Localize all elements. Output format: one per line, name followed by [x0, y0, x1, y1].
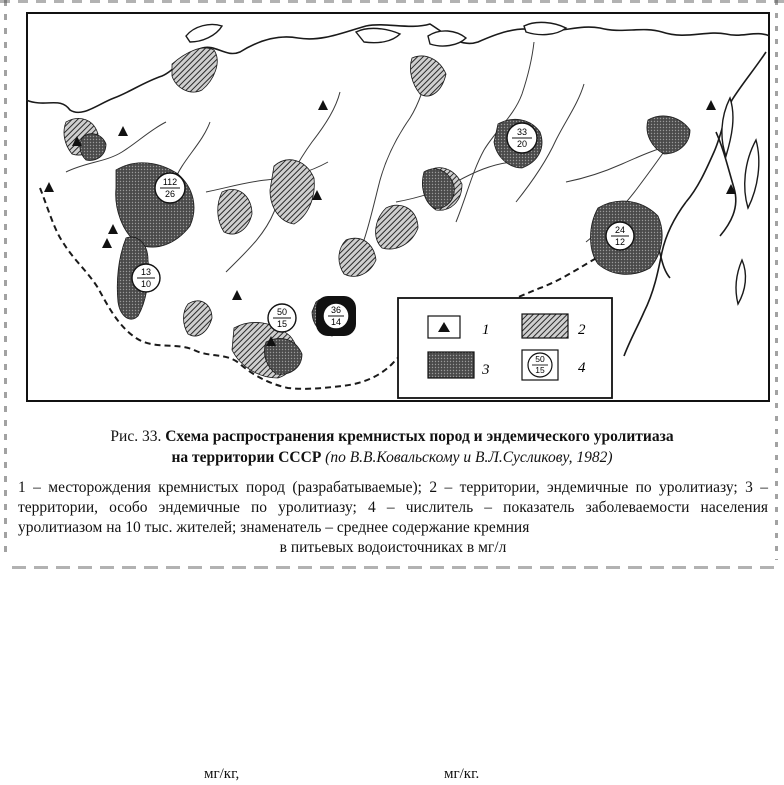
legend-key: 3 — [482, 362, 490, 378]
scan-edge-left — [4, 0, 7, 560]
station-marker — [507, 123, 537, 153]
station-numerator: 13 — [140, 267, 152, 277]
scan-edge-right — [775, 0, 778, 560]
station-denominator: 26 — [164, 189, 176, 199]
legend-key: 4 — [578, 360, 586, 376]
figure-notes — [18, 478, 768, 558]
notes-last-line: в питьевых водоисточниках в мг/л — [279, 539, 507, 556]
legend-key: 1 — [482, 322, 490, 338]
figure-number: Рис. 33. — [110, 428, 162, 445]
station-marker — [316, 296, 356, 336]
station-marker — [132, 264, 160, 292]
station-numerator: 112 — [162, 177, 178, 187]
unit-label-right: мг/кг. — [444, 766, 480, 782]
notes-body: 1 – месторождения кремнистых пород (разрабатываемые); 2 – территории, эндемичные по уролитиазу; 3 – территории, особо эндемичные по уролитиазу; 4 – числитель – показатель заболеваемости населения уролитиазом на 10 тыс. жителей; знаменатель – среднее содержание кремния — [18, 479, 768, 536]
scan-edge-bottom — [12, 566, 778, 569]
legend-denominator: 15 — [535, 365, 545, 375]
station-marker — [155, 173, 185, 203]
figure-caption — [20, 426, 764, 468]
station-numerator: 50 — [276, 307, 288, 317]
station-denominator: 15 — [276, 319, 288, 329]
figure-source: (по В.В.Ковальскому и В.Л.Сусликову, 1982) — [325, 449, 613, 466]
station-numerator: 33 — [516, 127, 528, 137]
station-numerator: 24 — [614, 225, 626, 235]
scan-edge-top — [0, 0, 784, 3]
figure-title-line-1: Схема распространения кремнистых пород и эндемического уролитиаза — [165, 428, 674, 445]
ussr-map — [26, 12, 770, 404]
station-marker — [268, 304, 296, 332]
station-denominator: 14 — [330, 317, 342, 327]
station-numerator: 36 — [330, 305, 342, 315]
station-denominator: 10 — [140, 279, 152, 289]
figure-title-line-2: на территории СССР — [171, 449, 322, 466]
legend-key: 2 — [578, 322, 586, 338]
map-legend — [398, 298, 612, 398]
station-denominator: 20 — [516, 139, 528, 149]
station-denominator: 12 — [614, 237, 626, 247]
legend-numerator: 50 — [535, 354, 545, 364]
unit-label-left: мг/кг, — [204, 766, 240, 782]
station-marker — [606, 222, 634, 250]
